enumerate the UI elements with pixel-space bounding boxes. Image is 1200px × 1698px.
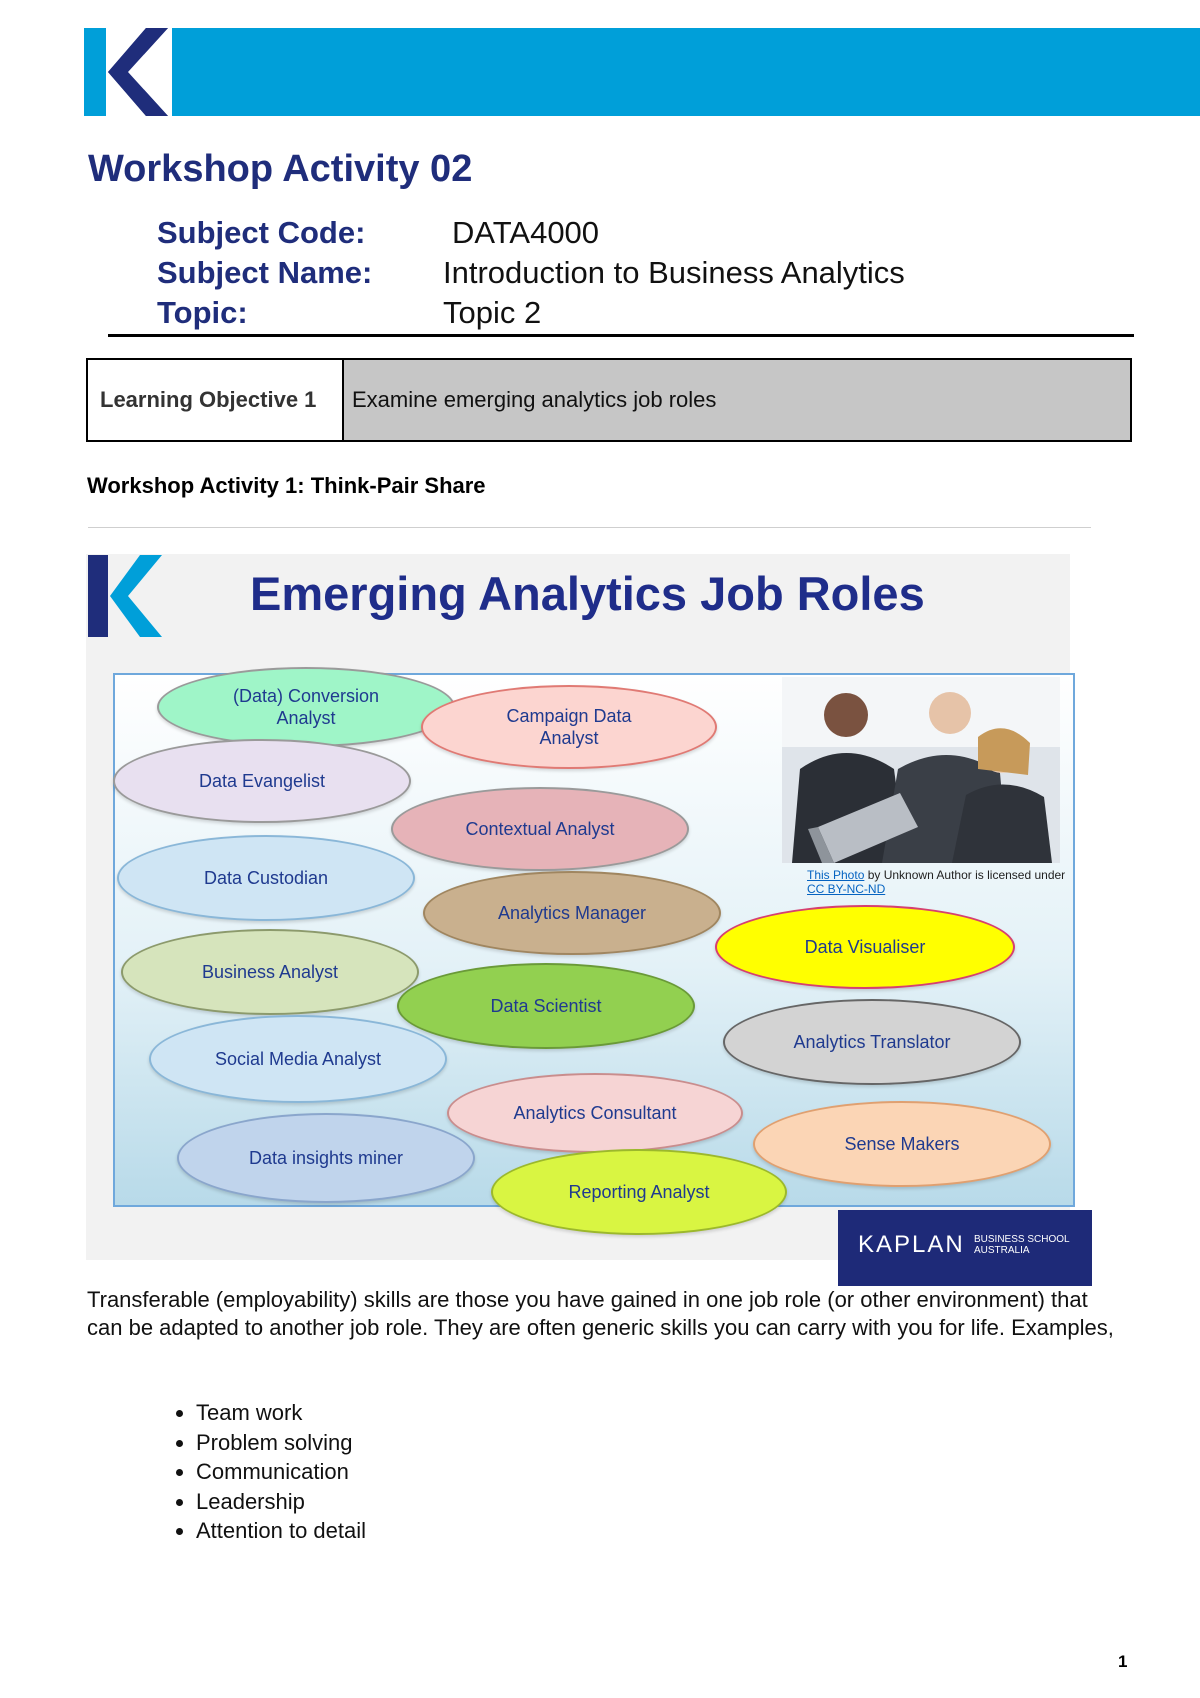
role-data-evangelist: Data Evangelist [113, 739, 411, 823]
list-item: • Leadership [196, 1487, 366, 1517]
kaplan-subtitle-line1: BUSINESS SCHOOL [974, 1234, 1070, 1245]
skills-list [158, 1398, 366, 1546]
role-data-insights-miner: Data insights miner [177, 1113, 475, 1203]
transferable-skills-paragraph: Transferable (employability) skills are those you have gained in one job role (or other environment) that can be adapted to another job role. They are often generic skills you can carry with you for life. Examples, [87, 1287, 1114, 1340]
role-business-analyst: Business Analyst [121, 929, 419, 1015]
header-blue-bar [172, 28, 1200, 116]
list-item: • Attention to detail [196, 1516, 366, 1546]
role-analytics-manager: Analytics Manager [423, 871, 721, 955]
page-number: 1 [1118, 1652, 1128, 1671]
subject-name-label: Subject Name: [157, 255, 373, 290]
subject-code-value: DATA4000 [452, 215, 600, 250]
subject-name-value: Introduction to Business Analytics [443, 255, 905, 290]
kaplan-k-logo-icon [84, 28, 174, 116]
role-social-media-analyst: Social Media Analyst [149, 1015, 447, 1103]
list-item: • Problem solving [196, 1428, 366, 1458]
objective-text: Examine emerging analytics job roles [344, 360, 1130, 440]
subject-code-label: Subject Code: [157, 215, 366, 250]
role-analytics-translator: Analytics Translator [723, 999, 1021, 1085]
slide-k-logo-icon [88, 555, 170, 637]
document-title: Workshop Activity 02 [88, 148, 473, 190]
role-data-custodian: Data Custodian [117, 835, 415, 921]
kaplan-subtitle [974, 1234, 1070, 1256]
kaplan-wordmark: KAPLAN [858, 1231, 965, 1258]
topic-label: Topic: [157, 295, 248, 330]
learning-objective-table [86, 358, 1132, 442]
kaplan-subtitle-line2: AUSTRALIA [974, 1245, 1030, 1256]
role-data-visualiser: Data Visualiser [715, 905, 1015, 989]
photo-link[interactable]: This Photo [807, 868, 865, 882]
role-campaign-data-analyst: Campaign Data Analyst [421, 685, 717, 769]
objective-label: Learning Objective 1 [88, 360, 344, 440]
role-reporting-analyst: Reporting Analyst [491, 1149, 787, 1235]
topic-value: Topic 2 [443, 295, 542, 330]
activity-heading: Workshop Activity 1: Think-Pair Share [87, 473, 486, 498]
slide-title: Emerging Analytics Job Roles [250, 567, 925, 620]
list-item: • Communication [196, 1457, 366, 1487]
business-team-photo [782, 677, 1060, 863]
role-sense-makers: Sense Makers [753, 1101, 1051, 1187]
header-divider [108, 334, 1134, 337]
photo-caption [807, 868, 1067, 896]
list-item: • Team work [196, 1398, 366, 1428]
role-analytics-consultant: Analytics Consultant [447, 1073, 743, 1153]
role-contextual-analyst: Contextual Analyst [391, 787, 689, 871]
section-divider [88, 527, 1091, 528]
caption-middle-text: by Unknown Author is licensed under [864, 868, 1066, 882]
role-data-scientist: Data Scientist [397, 963, 695, 1049]
license-link[interactable]: CC BY-NC-ND [807, 882, 886, 896]
role-data-conversion-analyst: (Data) Conversion Analyst [157, 667, 455, 747]
